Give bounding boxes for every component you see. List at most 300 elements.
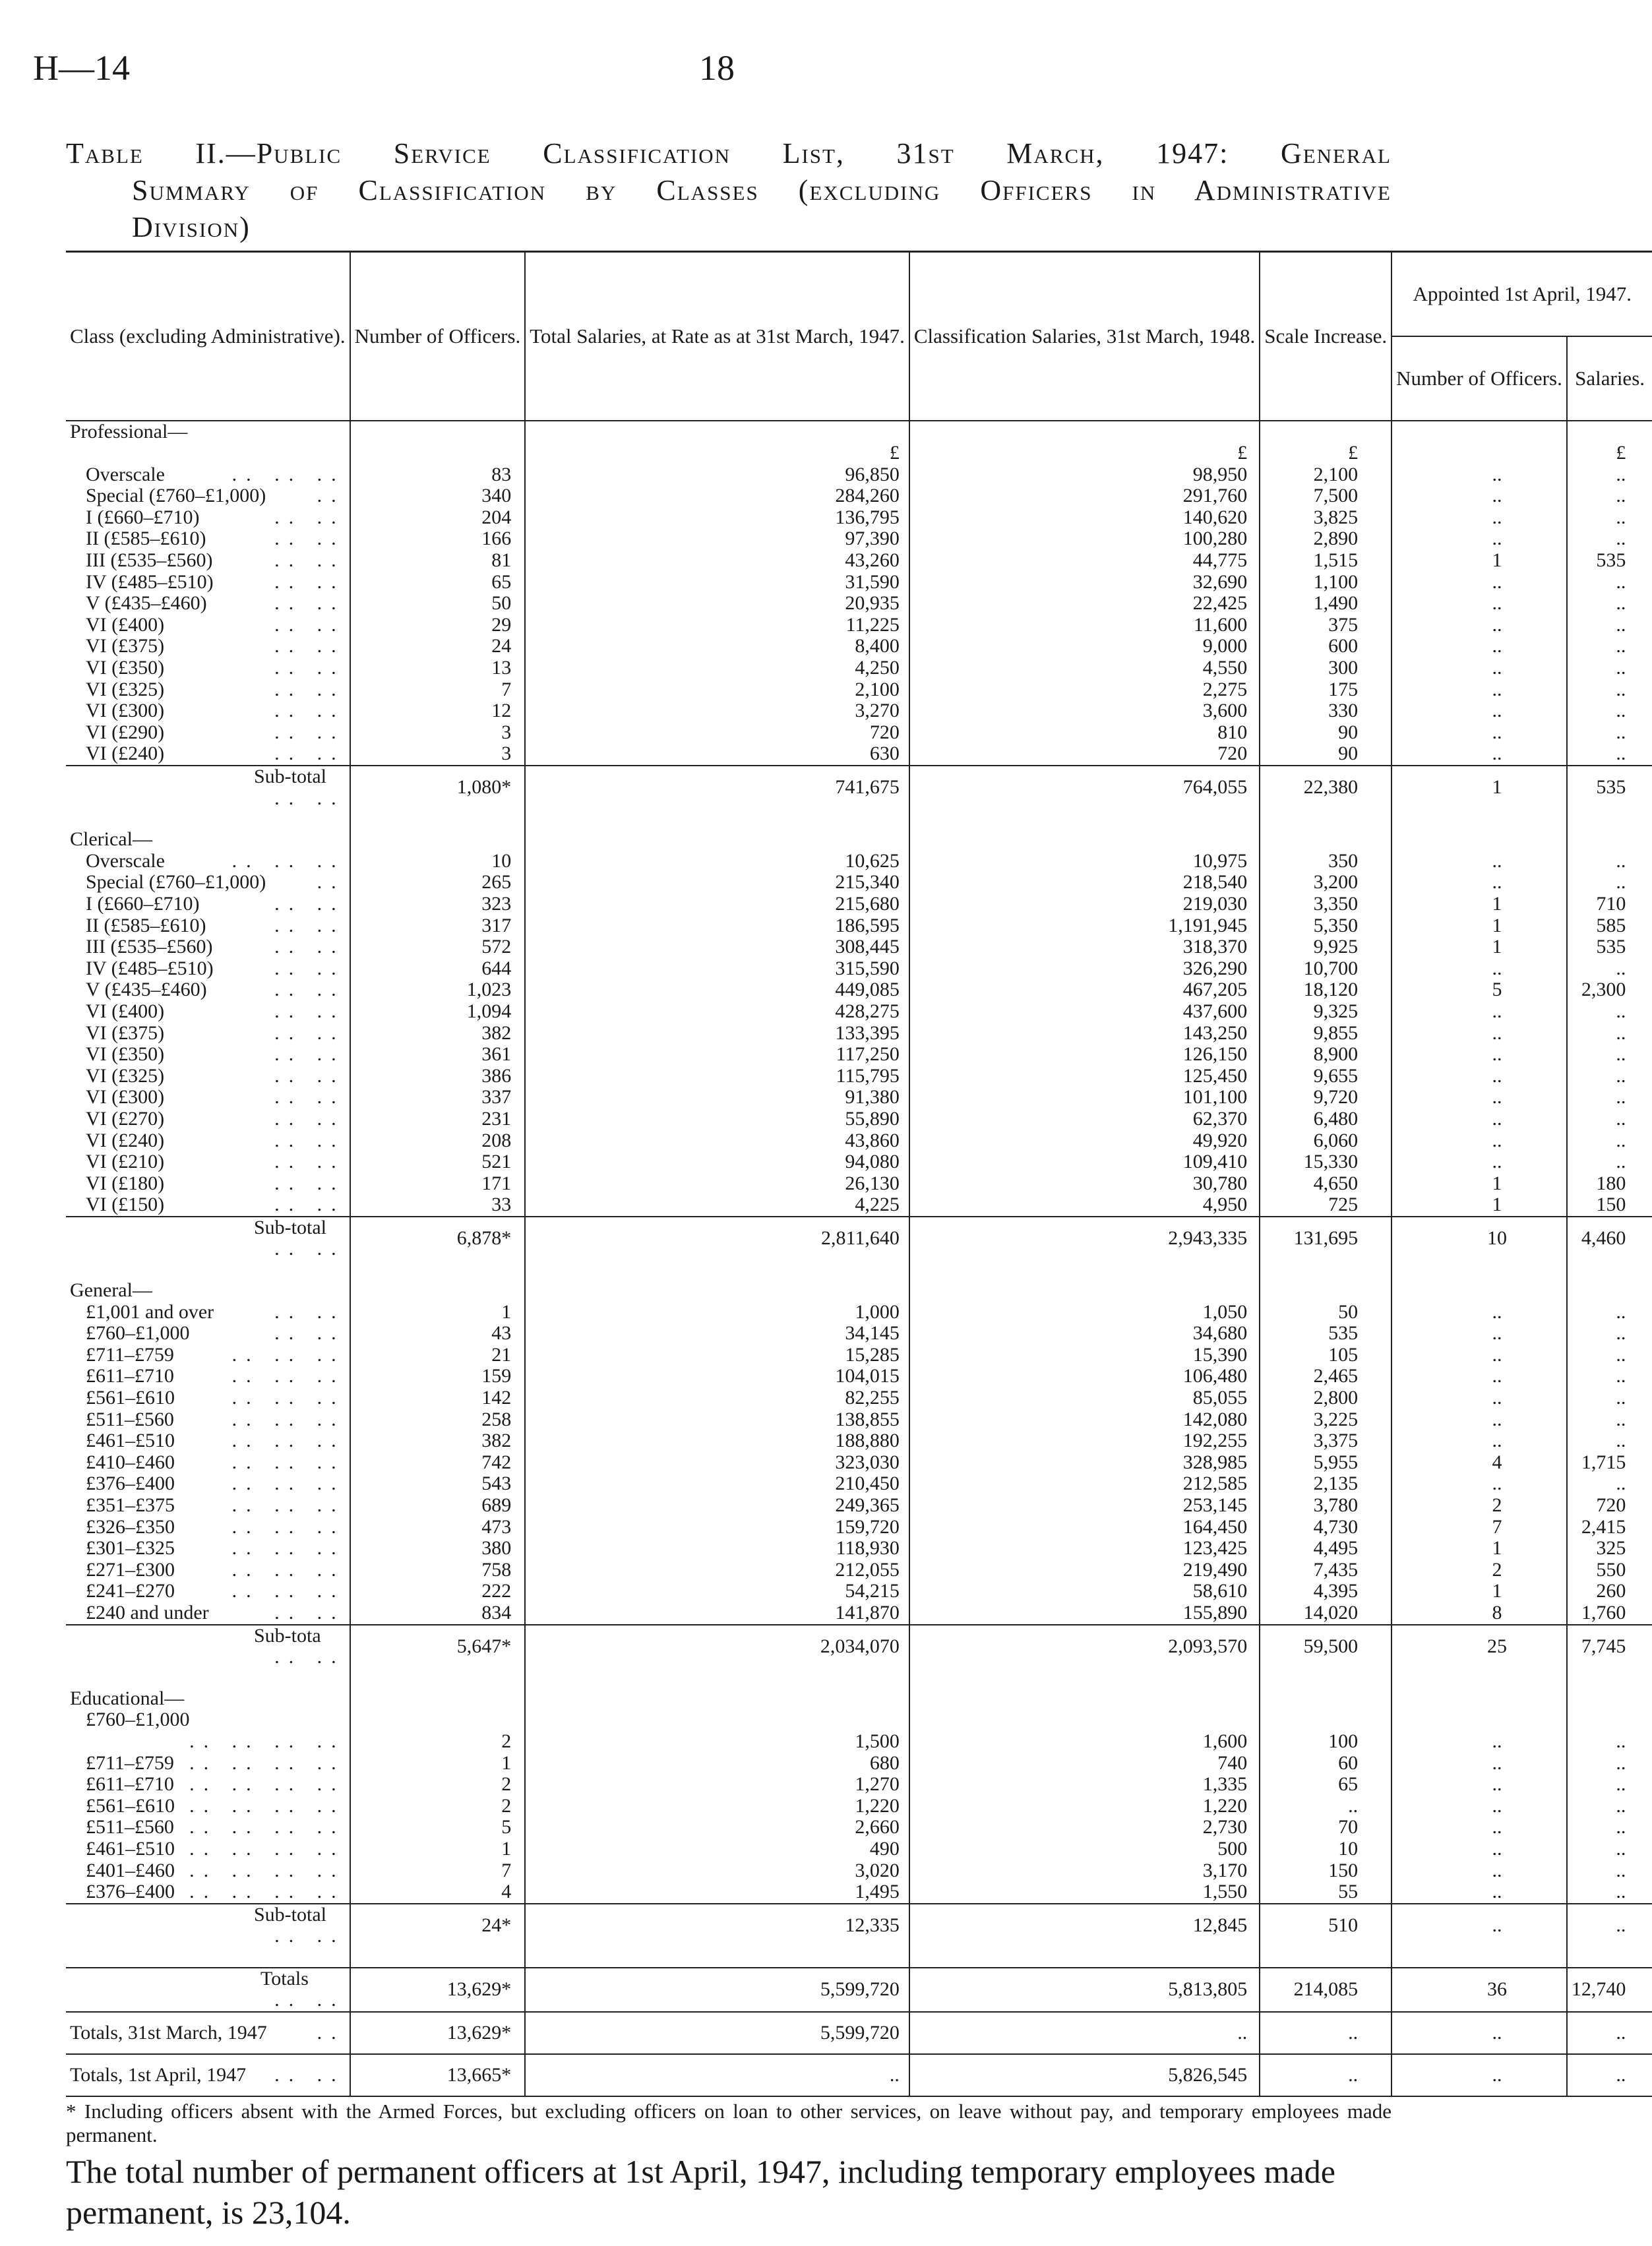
- cell-c6: ..: [1392, 1323, 1567, 1345]
- cell-c2: 33: [350, 1194, 526, 1217]
- class-name: IV (£485–£510): [86, 570, 214, 593]
- dot-leader: .. .. ..: [231, 1451, 346, 1473]
- row-label: [66, 1538, 350, 1560]
- cell-c4: 219,030: [909, 894, 1260, 915]
- subtotal-row: [66, 1217, 1652, 1260]
- row-label: [66, 1044, 350, 1066]
- row-label: [66, 1280, 350, 1302]
- cell-c2: 1: [350, 1302, 526, 1323]
- class-name: £351–£375: [86, 1494, 175, 1516]
- cell-c2: 742: [350, 1452, 526, 1474]
- class-name: £511–£560: [86, 1816, 174, 1838]
- cell-c2: 4: [350, 1881, 526, 1904]
- row-label: [66, 636, 350, 657]
- cell-c3: 215,340: [525, 872, 909, 894]
- table-row: [66, 657, 1652, 679]
- cell-c6: 1: [1392, 550, 1567, 572]
- cell-c6: ..: [1392, 1774, 1567, 1796]
- cell-c3: 118,930: [525, 1538, 909, 1560]
- cell-c4: 98,950: [909, 464, 1260, 486]
- spacer-cell: [66, 809, 350, 829]
- class-name: III (£535–£560): [86, 936, 213, 958]
- cell-c7: 535: [1567, 766, 1652, 809]
- spacer-row: [66, 809, 1652, 829]
- spacer-cell: [1260, 1947, 1392, 1968]
- class-name: £611–£710: [86, 1365, 174, 1387]
- cell-c3: 133,395: [525, 1023, 909, 1045]
- cell-c6: ..: [1392, 700, 1567, 722]
- table-row: [66, 1323, 1652, 1345]
- spacer-cell: [350, 809, 526, 829]
- cell-c4: 2,275: [909, 679, 1260, 701]
- row-label: [66, 1517, 350, 1538]
- dot-leader: .. .. ..: [231, 1537, 346, 1560]
- cell-c7: ..: [1567, 679, 1652, 701]
- cell-c6: 36: [1392, 1968, 1567, 2012]
- cell-c4: 12,845: [909, 1904, 1260, 1947]
- dot-leader: .. ..: [274, 957, 346, 979]
- cell-c2: 382: [350, 1430, 526, 1452]
- spacer-cell: [1392, 809, 1567, 829]
- spacer-cell: [66, 1947, 350, 1968]
- cell-c6: 1: [1392, 894, 1567, 915]
- cell-c2: 13,629*: [350, 2012, 526, 2054]
- header-number: Number of Officers.: [350, 252, 526, 421]
- row-label: [66, 657, 350, 679]
- row-label: [66, 2012, 350, 2054]
- cell-c3: 91,380: [525, 1087, 909, 1108]
- dot-leader: .. ..: [274, 613, 346, 636]
- cell-c5: 600: [1260, 636, 1392, 657]
- cell-c3: 3,270: [525, 700, 909, 722]
- cell-c5: 55: [1260, 1881, 1392, 1904]
- cell-c7: ..: [1567, 1323, 1652, 1345]
- dot-leader: .. ..: [274, 1043, 346, 1066]
- row-label: [66, 1602, 350, 1625]
- cell-c3: 315,590: [525, 958, 909, 980]
- cell-c4: £: [909, 442, 1260, 464]
- cell-c7: 12,740: [1567, 1968, 1652, 2012]
- cell-c3: 428,275: [525, 1001, 909, 1023]
- row-label: [66, 722, 350, 744]
- row-label: [66, 979, 350, 1001]
- dot-leader: .. .. ..: [231, 1430, 346, 1452]
- table-row: [66, 636, 1652, 657]
- dot-leader: .. .. ..: [231, 1408, 346, 1430]
- spacer-cell: [525, 809, 909, 829]
- cell-c2: 3: [350, 743, 526, 766]
- cell-c7: ..: [1567, 722, 1652, 744]
- cell-c3: 1,000: [525, 1302, 909, 1323]
- cell-c6: ..: [1392, 1302, 1567, 1323]
- page-number: 18: [699, 48, 735, 88]
- cell-c6: ..: [1392, 1151, 1567, 1173]
- cell-c3: 136,795: [525, 507, 909, 529]
- subtotal-row: [66, 766, 1652, 809]
- table-row: [66, 1430, 1652, 1452]
- class-name: VI (£350): [86, 1043, 165, 1066]
- cell-c6: ..: [1392, 1473, 1567, 1495]
- cell-c5: 2,465: [1260, 1366, 1392, 1387]
- cell-c7: 2,300: [1567, 979, 1652, 1001]
- cell-c7: [1567, 1280, 1652, 1302]
- class-name: I (£660–£710): [86, 892, 200, 915]
- class-name: II (£585–£610): [86, 528, 206, 550]
- cell-c7: ..: [1567, 872, 1652, 894]
- cell-c2: 81: [350, 550, 526, 572]
- table-row: [66, 1709, 1652, 1752]
- cell-c5: 4,650: [1260, 1173, 1392, 1195]
- table-row: [66, 1538, 1652, 1560]
- spacer-cell: [525, 1668, 909, 1688]
- table-row: [66, 894, 1652, 915]
- row-label: [66, 615, 350, 636]
- table-row: [66, 851, 1652, 872]
- cell-c3: 1,495: [525, 1881, 909, 1904]
- group-heading-row: [66, 1688, 1652, 1710]
- cell-c7: ..: [1567, 1473, 1652, 1495]
- row-label: [66, 1581, 350, 1602]
- cell-c3: 117,250: [525, 1044, 909, 1066]
- page-code: H—14: [33, 48, 130, 88]
- dot-leader: .. ..: [274, 1646, 346, 1668]
- cell-c2: 834: [350, 1602, 526, 1625]
- cell-c6: ..: [1392, 593, 1567, 615]
- dot-leader: .. .. ..: [231, 1558, 346, 1581]
- row-label: [66, 421, 350, 443]
- cell-c3: 1,500: [525, 1709, 909, 1752]
- cell-c7: ..: [1567, 1151, 1652, 1173]
- cell-c5: 105: [1260, 1345, 1392, 1366]
- cell-c4: 2,093,570: [909, 1625, 1260, 1668]
- cell-c6: ..: [1392, 1709, 1567, 1752]
- dot-leader: .. .. ..: [231, 1472, 346, 1495]
- spacer-cell: [909, 1668, 1260, 1688]
- header-classification-salaries: Classification Salaries, 31st March, 1948.: [909, 252, 1260, 421]
- cell-c7: ..: [1567, 2054, 1652, 2096]
- class-name: Sub-total: [254, 766, 326, 787]
- cell-c7: ..: [1567, 507, 1652, 529]
- table-row: [66, 528, 1652, 550]
- row-label: [66, 1302, 350, 1323]
- cell-c3: 54,215: [525, 1581, 909, 1602]
- row-label: [66, 1217, 350, 1260]
- cell-c7: ..: [1567, 1366, 1652, 1387]
- row-label: [66, 829, 350, 851]
- cell-c3: 490: [525, 1838, 909, 1860]
- dot-leader: .. ..: [274, 549, 346, 572]
- cell-c3: 34,145: [525, 1323, 909, 1345]
- class-name: VI (£350): [86, 657, 165, 679]
- title-line-1: Table II.—Public Service Classification List, 31st March, 1947: General: [66, 137, 1392, 169]
- cell-c6: 2: [1392, 1560, 1567, 1581]
- cell-c7: 720: [1567, 1495, 1652, 1517]
- cell-c4: 326,290: [909, 958, 1260, 980]
- cell-c4: 123,425: [909, 1538, 1260, 1560]
- row-label: [66, 1173, 350, 1195]
- dot-leader: .. ..: [274, 1925, 346, 1947]
- cell-c2: 231: [350, 1108, 526, 1130]
- table-row: [66, 1473, 1652, 1495]
- table-row: [66, 936, 1652, 958]
- table-title: [66, 135, 1392, 246]
- cell-c7: ..: [1567, 593, 1652, 615]
- row-label: [66, 851, 350, 872]
- cell-c5: 2,135: [1260, 1473, 1392, 1495]
- cell-c4: [909, 1280, 1260, 1302]
- table-row: [66, 1774, 1652, 1796]
- dot-leader: .. .. .. ..: [189, 1794, 346, 1817]
- cell-c3: 10,625: [525, 851, 909, 872]
- cell-c6: 1: [1392, 915, 1567, 937]
- class-name: VI (£325): [86, 678, 165, 700]
- class-name: £561–£610: [86, 1794, 175, 1817]
- class-name: £376–£400: [86, 1472, 175, 1495]
- cell-c2: 142: [350, 1387, 526, 1409]
- dot-leader: .. ..: [274, 678, 346, 700]
- cell-c6: ..: [1392, 1409, 1567, 1431]
- cell-c5: ..: [1260, 2054, 1392, 2096]
- cell-c3: 680: [525, 1753, 909, 1775]
- class-name: VI (£180): [86, 1172, 165, 1194]
- row-label: [66, 1345, 350, 1366]
- cell-c6: ..: [1392, 2054, 1567, 2096]
- class-name: IV (£485–£510): [86, 957, 214, 979]
- cell-c3: 2,034,070: [525, 1625, 909, 1668]
- cell-c4: [909, 421, 1260, 443]
- cell-c3: 104,015: [525, 1366, 909, 1387]
- class-name: £711–£759: [86, 1751, 174, 1774]
- cell-c3: 3,020: [525, 1860, 909, 1882]
- dot-leader: .. ..: [274, 1021, 346, 1044]
- cell-c5: 15,330: [1260, 1151, 1392, 1173]
- dot-leader: .. ..: [274, 914, 346, 936]
- row-label: [66, 915, 350, 937]
- table-row: [66, 1087, 1652, 1108]
- cell-c7: ..: [1567, 1302, 1652, 1323]
- table-row: [66, 1108, 1652, 1130]
- cell-c7: ..: [1567, 700, 1652, 722]
- row-label: [66, 1709, 350, 1752]
- table-row: [66, 872, 1652, 894]
- cell-c3: 741,675: [525, 766, 909, 809]
- table-row: [66, 1602, 1652, 1625]
- cell-c6: ..: [1392, 528, 1567, 550]
- cell-c6: ..: [1392, 1838, 1567, 1860]
- cell-c7: 180: [1567, 1173, 1652, 1195]
- cell-c3: 94,080: [525, 1151, 909, 1173]
- cell-c5: 9,720: [1260, 1087, 1392, 1108]
- row-label: [66, 507, 350, 529]
- cell-c4: 3,170: [909, 1860, 1260, 1882]
- class-name: Overscale: [86, 463, 165, 485]
- cell-c5: 90: [1260, 722, 1392, 744]
- row-label: [66, 1001, 350, 1023]
- cell-c2: 543: [350, 1473, 526, 1495]
- spacer-cell: [1392, 1668, 1567, 1688]
- cell-c6: ..: [1392, 507, 1567, 529]
- cell-c4: 62,370: [909, 1108, 1260, 1130]
- cell-c5: 3,200: [1260, 872, 1392, 894]
- cell-c5: 375: [1260, 615, 1392, 636]
- cell-c7: 150: [1567, 1194, 1652, 1217]
- cell-c2: 689: [350, 1495, 526, 1517]
- cell-c7: ..: [1567, 1881, 1652, 1904]
- row-label: [66, 1881, 350, 1904]
- cell-c2: 317: [350, 915, 526, 937]
- row-label: [66, 1473, 350, 1495]
- cell-c4: 253,145: [909, 1495, 1260, 1517]
- dot-leader: .. ..: [274, 570, 346, 593]
- row-label: [66, 1968, 350, 2012]
- cell-c5: [1260, 829, 1392, 851]
- dot-leader: .. .. .. ..: [189, 1730, 346, 1752]
- cell-c2: 758: [350, 1560, 526, 1581]
- cell-c4: 218,540: [909, 872, 1260, 894]
- class-name: Sub-total: [254, 1903, 326, 1926]
- table-row: [66, 507, 1652, 529]
- cell-c4: 219,490: [909, 1560, 1260, 1581]
- cell-c4: 11,600: [909, 615, 1260, 636]
- table-row: [66, 958, 1652, 980]
- cell-c5: 5,350: [1260, 915, 1392, 937]
- cell-c6: ..: [1392, 743, 1567, 766]
- table-row: [66, 1302, 1652, 1323]
- row-label: [66, 1366, 350, 1387]
- cell-c7: [1567, 421, 1652, 443]
- dot-leader: .. ..: [274, 892, 346, 915]
- class-name: Special (£760–£1,000): [86, 485, 266, 507]
- cell-c5: 7,500: [1260, 485, 1392, 507]
- cell-c5: 22,380: [1260, 766, 1392, 809]
- cell-c2: 323: [350, 894, 526, 915]
- cell-c5: 9,855: [1260, 1023, 1392, 1045]
- cell-c4: 4,950: [909, 1194, 1260, 1217]
- class-name: Educational—: [70, 1687, 185, 1709]
- cell-c5: [1260, 421, 1392, 443]
- cell-c4: 212,585: [909, 1473, 1260, 1495]
- cell-c7: ..: [1567, 1838, 1652, 1860]
- cell-c7: ..: [1567, 1409, 1652, 1431]
- cell-c5: 330: [1260, 700, 1392, 722]
- cell-c7: ..: [1567, 958, 1652, 980]
- row-label: [66, 1688, 350, 1710]
- cell-c2: 258: [350, 1409, 526, 1431]
- cell-c3: 12,335: [525, 1904, 909, 1947]
- class-name: VI (£300): [86, 700, 165, 722]
- cell-c5: 300: [1260, 657, 1392, 679]
- cell-c3: 55,890: [525, 1108, 909, 1130]
- row-label: [66, 1817, 350, 1838]
- row-label: [66, 1409, 350, 1431]
- table-row: [66, 572, 1652, 593]
- title-line-3: Division): [132, 211, 251, 243]
- cell-c3: 4,225: [525, 1194, 909, 1217]
- class-name: V (£435–£460): [86, 979, 207, 1001]
- dot-leader: ..: [317, 2021, 346, 2044]
- cell-c6: ..: [1392, 679, 1567, 701]
- cell-c4: 318,370: [909, 936, 1260, 958]
- cell-c7: 325: [1567, 1538, 1652, 1560]
- cell-c3: 138,855: [525, 1409, 909, 1431]
- table-row: [66, 1517, 1652, 1538]
- cell-c3: ..: [525, 2054, 909, 2096]
- class-name: II (£585–£610): [86, 914, 206, 936]
- cell-c6: ..: [1392, 1796, 1567, 1817]
- cell-c2: 204: [350, 507, 526, 529]
- cell-c7: ..: [1567, 1001, 1652, 1023]
- cell-c5: 3,780: [1260, 1495, 1392, 1517]
- cell-c5: 214,085: [1260, 1968, 1392, 2012]
- dot-leader: .. ..: [274, 1322, 346, 1345]
- cell-c6: [1392, 1688, 1567, 1710]
- table-row: [66, 979, 1652, 1001]
- group-heading-row: [66, 1280, 1652, 1302]
- cell-c2: 13,665*: [350, 2054, 526, 2096]
- cell-c2: 337: [350, 1087, 526, 1108]
- row-label: [66, 1838, 350, 1860]
- class-name: £401–£460: [86, 1859, 175, 1881]
- cell-c4: 142,080: [909, 1409, 1260, 1431]
- cell-c6: ..: [1392, 1087, 1567, 1108]
- footnote: * Including officers absent with the Armed Forces, but excluding officers on loan to other services, on leave without pay, and temporary employees made permanent.: [66, 2100, 1392, 2146]
- cell-c2: 29: [350, 615, 526, 636]
- table-row: [66, 1838, 1652, 1860]
- class-name: £561–£610: [86, 1387, 175, 1409]
- table-row: [66, 1409, 1652, 1431]
- table-row: [66, 485, 1652, 507]
- cell-c3: 5,599,720: [525, 2012, 909, 2054]
- class-name: General—: [70, 1279, 152, 1302]
- class-name: VI (£400): [86, 1000, 165, 1022]
- class-name: Totals, 1st April, 1947: [70, 2063, 247, 2086]
- cell-c2: 572: [350, 936, 526, 958]
- cell-c3: 186,595: [525, 915, 909, 937]
- cell-c7: ..: [1567, 1130, 1652, 1152]
- cell-c7: ..: [1567, 1023, 1652, 1045]
- cell-c2: 2: [350, 1774, 526, 1796]
- cell-c2: 6,878*: [350, 1217, 526, 1260]
- cell-c4: 1,600: [909, 1709, 1260, 1752]
- table-row: [66, 1817, 1652, 1838]
- cell-c6: ..: [1392, 1044, 1567, 1066]
- dot-leader: .. .. ..: [231, 1343, 346, 1366]
- header-appointed-salaries: Salaries.: [1567, 336, 1652, 421]
- dot-leader: .. ..: [274, 1064, 346, 1087]
- cell-c3: 630: [525, 743, 909, 766]
- table-row: [66, 464, 1652, 486]
- class-name: I (£660–£710): [86, 506, 200, 528]
- cell-c4: 85,055: [909, 1387, 1260, 1409]
- cell-c7: 1,715: [1567, 1452, 1652, 1474]
- table-row: [66, 1044, 1652, 1066]
- row-label: [66, 1452, 350, 1474]
- dot-leader: ..: [317, 485, 346, 507]
- cell-c6: ..: [1392, 1366, 1567, 1387]
- cell-c3: 20,935: [525, 593, 909, 615]
- closing-statement: The total number of permanent officers at 1st April, 1947, including temporary employees made permanent, is 23,104.: [66, 2153, 1335, 2231]
- group-heading-row: [66, 829, 1652, 851]
- cell-c6: ..: [1392, 636, 1567, 657]
- spacer-cell: [1392, 1947, 1567, 1968]
- class-name: VI (£375): [86, 635, 165, 657]
- class-name: £241–£270: [86, 1580, 175, 1602]
- cell-c4: 22,425: [909, 593, 1260, 615]
- header-appointed-number: Number of Officers.: [1392, 336, 1567, 421]
- dot-leader: .. ..: [274, 936, 346, 958]
- cell-c3: 115,795: [525, 1066, 909, 1087]
- cell-c4: 164,450: [909, 1517, 1260, 1538]
